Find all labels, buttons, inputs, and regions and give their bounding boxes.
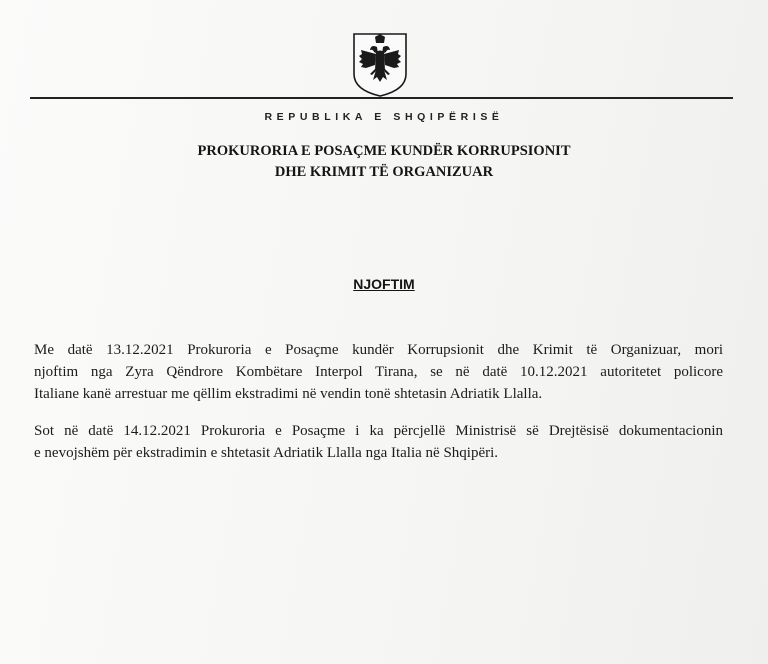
- institution-line-2: DHE KRIMIT TË ORGANIZUAR: [274, 164, 494, 180]
- institution-line-1: PROKURORIA E POSAÇME KUNDËR KORRUPSIONIT: [197, 143, 571, 159]
- paragraph-1: [34, 339, 723, 405]
- country-name: REPUBLIKA E SHQIPËRISË: [264, 111, 504, 123]
- paragraph-2-line-1: Sot në datë 14.12.2021 Prokuroria e Posaçme i ka përcjellë Ministrisë së Drejtësisë dokumentacionin: [34, 423, 723, 439]
- albanian-eagle-emblem-icon: [351, 32, 409, 98]
- paragraph-1-line-3: Italiane kanë arrestuar me qëllim ekstradimi në vendin tonë shtetasin Adriatik Llalla.: [34, 386, 543, 402]
- paragraph-2-line-2: e nevojshëm për ekstradimin e shtetasit Adriatik Llalla nga Italia në Shqipëri.: [34, 445, 499, 461]
- institution-name: [0, 141, 768, 183]
- paragraph-2: [34, 420, 723, 464]
- header-divider: [30, 97, 733, 99]
- paragraph-1-line-2: njoftim nga Zyra Qëndrore Kombëtare Interpol Tirana, se në datë 10.12.2021 autoritetet policore: [34, 364, 723, 380]
- paragraph-1-line-1: Me datë 13.12.2021 Prokuroria e Posaçme kundër Korrupsionit dhe Krimit të Organizuar, mori: [34, 342, 723, 358]
- document-title: NJOFTIM: [353, 276, 415, 292]
